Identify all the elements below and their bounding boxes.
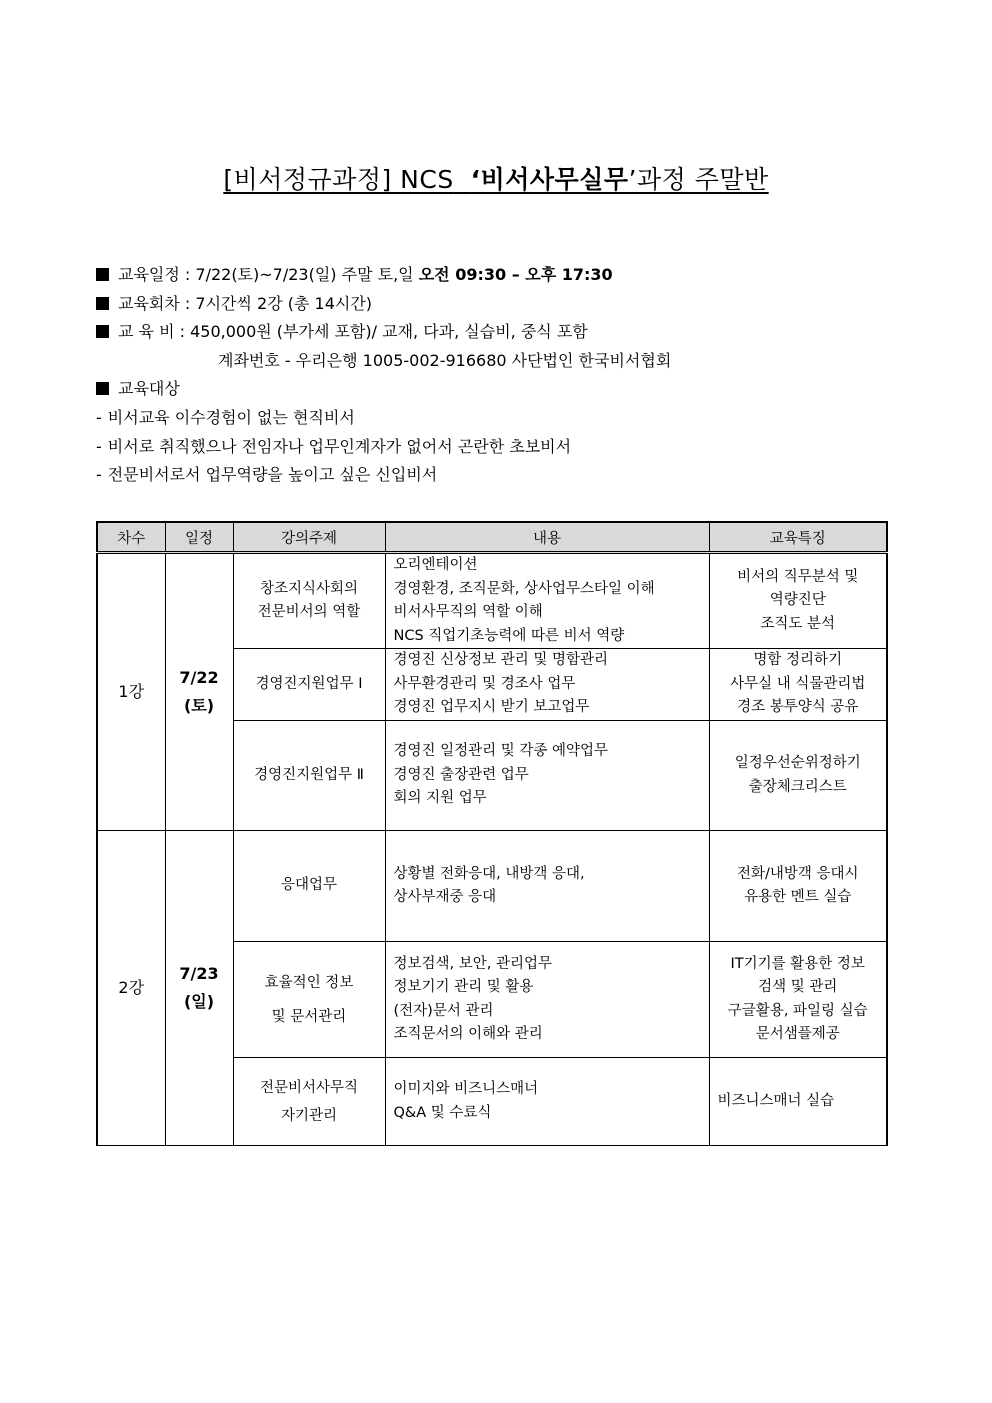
- schedule-row: [96, 261, 671, 290]
- dash-bullet-icon: -: [96, 407, 102, 427]
- subject-line: 효율적인 정보: [264, 974, 354, 991]
- account-text: 계좌번호 - 우리은행 1005-002-916680 사단법인 한국비서협회: [218, 350, 672, 370]
- feature-cell: [709, 721, 887, 831]
- feature-line: 출장체크리스트: [748, 778, 847, 795]
- content-line: Q&A 및 수료식: [393, 1104, 492, 1121]
- content-line: 경영환경, 조직문화, 상사업무스타일 이해: [393, 580, 655, 597]
- fee-text: 교 육 비 : 450,000원 (부가세 포함)/ 교재, 다과, 실습비, 중식 포함: [118, 322, 588, 342]
- round-cell: 2강: [97, 831, 165, 1146]
- feature-line: 조직도 분석: [760, 615, 836, 632]
- fee-row: [96, 318, 671, 347]
- content-cell: [385, 831, 709, 942]
- feature-line: 검색 및 관리: [758, 979, 838, 995]
- content-line: 조직문서의 이해와 관리: [393, 1026, 543, 1042]
- date-cell: [165, 831, 233, 1146]
- subject-line: 경영진지원업무 Ⅰ: [255, 675, 363, 692]
- content-line: 정보검색, 보안, 관리업무: [393, 955, 553, 972]
- subject-cell: [233, 942, 385, 1058]
- target-text: 전문비서로서 업무역량을 높이고 싶은 신입비서: [107, 465, 438, 485]
- content-line: 사무환경관리 및 경조사 업무: [393, 675, 576, 692]
- header-content: 내용: [385, 522, 709, 553]
- subject-line: 및 문서관리: [271, 1008, 347, 1025]
- square-bullet-icon: [96, 268, 109, 281]
- subject-line: 전문비서사무직: [259, 1079, 359, 1096]
- content-line: 정보기기 관리 및 활용: [393, 979, 534, 995]
- feature-line: 사무실 내 식물관리법: [730, 675, 866, 692]
- subject-cell: [233, 1058, 385, 1146]
- date-line: 7/22: [179, 668, 219, 687]
- feature-line: 구글활용, 파일링 실습: [727, 1002, 868, 1019]
- feature-line: 전화/내방객 응대시: [736, 865, 859, 882]
- feature-line: 비서의 직무분석 및: [737, 568, 859, 585]
- subject-cell: [233, 553, 385, 649]
- content-cell: [385, 649, 709, 721]
- target-item: [96, 433, 671, 462]
- dash-bullet-icon: -: [96, 436, 102, 456]
- date-weekday: (토): [183, 696, 215, 715]
- content-line: 경영진 신상정보 관리 및 명함관리: [393, 652, 609, 669]
- content-line: 회의 지원 업무: [393, 790, 487, 807]
- content-line: NCS 직업기초능력에 따른 비서 역량: [393, 627, 625, 644]
- date-weekday: (일): [183, 992, 215, 1011]
- target-item: [96, 404, 671, 433]
- content-line: 비서사무직의 역할 이해: [393, 604, 543, 620]
- feature-line: 일정우선순위정하기: [734, 755, 861, 771]
- content-line: 상황별 전화응대, 내방객 응대,: [393, 865, 585, 882]
- content-cell: [385, 553, 709, 649]
- feature-cell: [709, 649, 887, 721]
- feature-line: 명함 정리하기: [753, 652, 843, 669]
- date-line: 7/23: [179, 964, 219, 983]
- table-header-row: [97, 522, 887, 553]
- target-label-row: [96, 375, 671, 404]
- header-round: 차수: [97, 522, 165, 553]
- content-cell: [385, 942, 709, 1058]
- target-label: 교육대상: [118, 379, 180, 399]
- schedule-time: 오전 09:30 – 오후 17:30: [418, 265, 613, 284]
- feature-line: 비즈니스매너 실습: [717, 1092, 835, 1109]
- header-subject: 강의주제: [233, 522, 385, 553]
- square-bullet-icon: [96, 382, 109, 395]
- subject-cell: [233, 831, 385, 942]
- subject-cell: [233, 649, 385, 721]
- title-course-name: ‘비서사무실무: [470, 165, 629, 194]
- schedule-label: 교육일정 : 7/22(토)~7/23(일) 주말 토,일: [118, 265, 414, 284]
- feature-cell: [709, 831, 887, 942]
- target-item: [96, 461, 671, 490]
- account-row: [96, 347, 671, 376]
- feature-line: 유용한 멘트 실습: [744, 889, 852, 905]
- feature-line: 문서샘플제공: [755, 1026, 840, 1042]
- date-cell: [165, 553, 233, 831]
- feature-line: 역량진단: [769, 592, 826, 609]
- feature-cell: [709, 942, 887, 1058]
- content-line: 경영진 업무지시 받기 보고업무: [393, 699, 590, 716]
- table-row: [97, 553, 887, 649]
- content-line: 상사부재중 응대: [393, 889, 497, 905]
- square-bullet-icon: [96, 297, 109, 310]
- sessions-row: [96, 290, 671, 319]
- sessions-text: 교육회차 : 7시간씩 2강 (총 14시간): [118, 293, 373, 313]
- title-suffix: ’과정 주말반: [628, 165, 769, 194]
- content-line: 경영진 일정관리 및 각종 예약업무: [393, 743, 609, 760]
- table-row: [97, 831, 887, 942]
- round-cell: 1강: [97, 553, 165, 831]
- feature-cell: [709, 553, 887, 649]
- target-text: 비서로 취직했으나 전임자나 업무인계자가 없어서 곤란한 초보비서: [107, 436, 572, 456]
- target-text: 비서교육 이수경험이 없는 현직비서: [107, 407, 355, 427]
- content-line: 오리엔테이션: [393, 557, 478, 573]
- subject-line: 응대업무: [280, 877, 338, 894]
- content-line: 이미지와 비즈니스매너: [393, 1081, 539, 1097]
- content-line: 경영진 출장관련 업무: [393, 766, 529, 783]
- content-cell: [385, 1058, 709, 1146]
- feature-cell: [709, 1058, 887, 1146]
- subject-line: 경영진지원업무 Ⅱ: [254, 766, 364, 783]
- subject-line: 전문비서의 역할: [257, 604, 361, 620]
- subject-cell: [233, 721, 385, 831]
- content-line: (전자)문서 관리: [393, 1002, 494, 1019]
- dash-bullet-icon: -: [96, 465, 102, 485]
- header-date: 일정: [165, 522, 233, 553]
- subject-line: 창조지식사회의: [259, 580, 359, 597]
- feature-line: 경조 봉투양식 공유: [737, 699, 859, 716]
- header-feature: 교육특징: [709, 522, 887, 553]
- page-title: [0, 160, 992, 196]
- feature-line: IT기기를 활용한 정보: [730, 955, 865, 972]
- square-bullet-icon: [96, 325, 109, 338]
- subject-line: 자기관리: [280, 1107, 338, 1124]
- content-cell: [385, 721, 709, 831]
- title-prefix: [비서정규과정] NCS: [223, 165, 454, 194]
- course-info: [96, 261, 671, 490]
- schedule-table: [96, 521, 888, 1146]
